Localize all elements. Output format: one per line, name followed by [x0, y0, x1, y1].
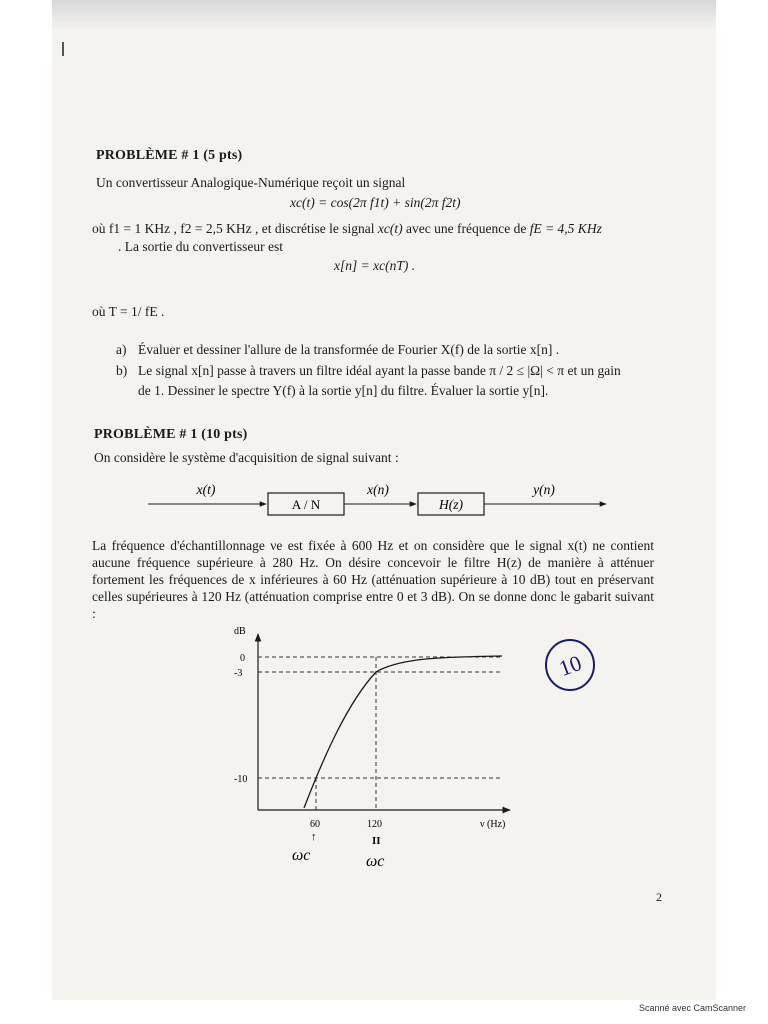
- hand-arrow-60: ↑: [311, 831, 317, 843]
- problem2-intro: On considère le système d'acquisition de signal suivant :: [94, 450, 399, 465]
- question-a-text: Évaluer et dessiner l'allure de la transformée de Fourier X(f) de la sortie x[n] .: [138, 342, 560, 357]
- period-equation: où T = 1/ fE .: [92, 304, 165, 319]
- hand-mark-120: II: [372, 835, 381, 847]
- score-circle: [540, 636, 600, 694]
- frequency-line: [92, 220, 602, 237]
- response-curve: [304, 656, 502, 808]
- question-b-label: b): [116, 363, 128, 378]
- adc-label: A / N: [291, 497, 321, 512]
- scanner-footer: Scanné avec CamScanner: [638, 1003, 746, 1013]
- score-value: 10: [555, 649, 585, 681]
- hand-omega-c2: ωc: [366, 853, 385, 870]
- output-signal-label: y(n): [533, 482, 555, 497]
- margin-mark: [62, 42, 64, 56]
- y-axis-unit: dB: [234, 626, 246, 637]
- y-tick-0: 0: [240, 653, 245, 664]
- y-tick-minus3: -3: [234, 668, 243, 679]
- hand-omega-c1: ωc: [292, 847, 311, 864]
- x-tick-120: 120: [367, 819, 382, 830]
- signal-symbol: xc(t): [377, 221, 403, 236]
- x-tick-60: 60: [310, 819, 320, 830]
- problem2-heading: PROBLÈME # 1 (10 pts): [94, 427, 248, 442]
- y-tick-minus10: -10: [234, 774, 248, 785]
- question-a-label: a): [116, 342, 127, 357]
- question-b-text: Le signal x[n] passe à travers un filtre idéal ayant la passe bande π / 2 ≤ |Ω| < π et un gain: [138, 363, 621, 378]
- input-signal-label: x(t): [196, 482, 216, 497]
- sampling-frequency: fE = 4,5 KHz: [529, 221, 602, 236]
- sampled-signal-label: x(n): [367, 482, 389, 497]
- x-axis-unit: ν (Hz): [480, 819, 506, 830]
- signal-equation: xc(t) = cos(2π f1t) + sin(2π f2t): [290, 195, 461, 210]
- frequency-mid: avec une fréquence de: [406, 221, 527, 236]
- frequency-prefix: où f1 = 1 KHz , f2 = 2,5 KHz , et discrétise le signal: [92, 221, 375, 236]
- output-line: . La sortie du convertisseur est: [118, 239, 283, 254]
- output-equation: x[n] = xc(nT) .: [334, 258, 416, 273]
- block-diagram: [140, 478, 620, 522]
- page-number: 2: [656, 890, 662, 904]
- question-b-text-cont: de 1. Dessiner le spectre Y(f) à la sortie y[n] du filtre. Évaluer la sortie y[n].: [138, 383, 549, 398]
- problem2-paragraph: La fréquence d'échantillonnage νe est fixée à 600 Hz et on considère que le signal x(t) ne contient aucune fréquence supérieure à 280 Hz. On désire concevoir le filtre H(z) de manière à atténuer fortement les fréquences de x inférieures à 60 Hz (atténuation supérieure à 10 dB) tout en préservant celles supérieures à 120 Hz (atténuation comprise entre 0 et 3 dB). On se donne donc le gabarit suivant :: [92, 538, 654, 621]
- filter-label: H(z): [439, 497, 463, 512]
- scan-edge: [52, 0, 716, 30]
- problem1-intro: Un convertisseur Analogique-Numérique reçoit un signal: [96, 175, 406, 190]
- problem1-heading: PROBLÈME # 1 (5 pts): [96, 148, 243, 163]
